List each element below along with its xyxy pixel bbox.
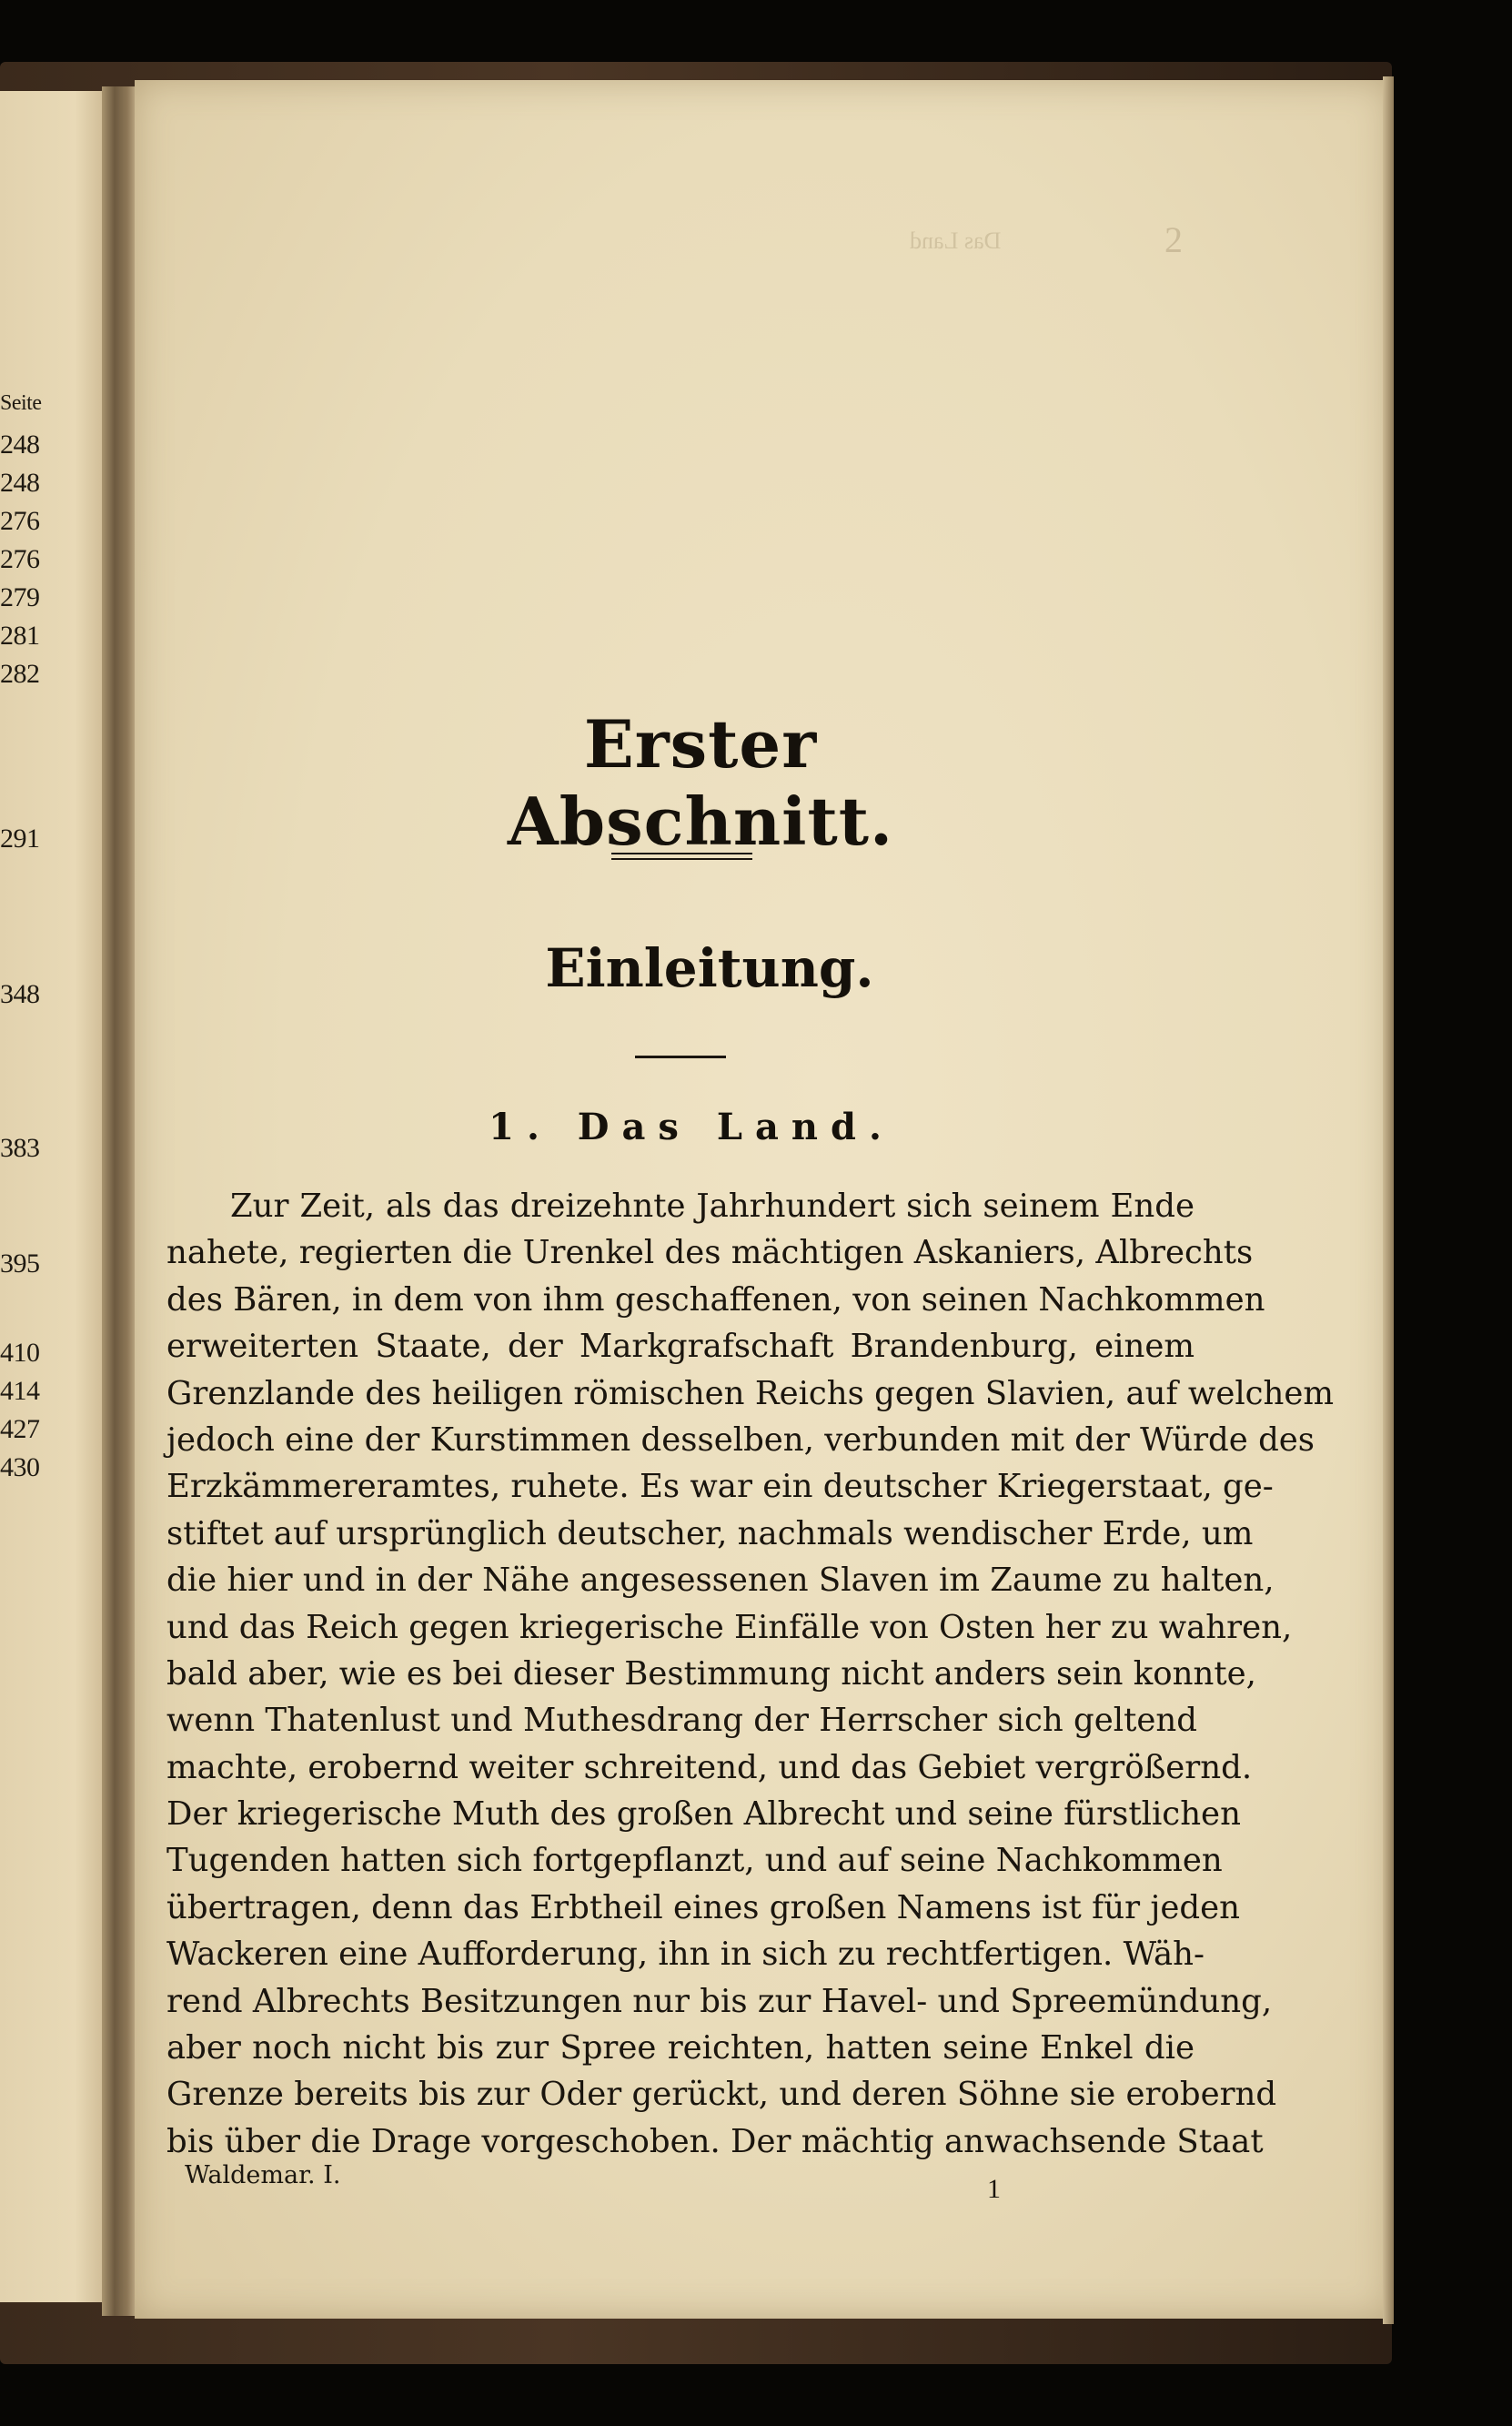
book-gutter — [102, 86, 138, 2316]
subtitle-rule — [635, 1056, 726, 1058]
body-line: wenn Thatenlust und Muthesdrang der Herrscher sich geltend — [166, 1702, 1197, 1740]
body-line: bis über die Drage vorgeschoben. Der mächtig anwachsende Staat — [166, 2122, 1264, 2160]
body-line: Grenzlande des heiligen römischen Reichs gegen Slavien, auf welchem — [166, 1374, 1335, 1412]
left-page-number: 248 — [0, 430, 40, 460]
left-page-number: 414 — [0, 1376, 40, 1406]
left-page-number: 348 — [0, 979, 40, 1009]
body-line: Tugenden hatten sich fortgepflanzt, und auf seine Nachkommen — [166, 1842, 1223, 1880]
left-page-header: Seite — [0, 391, 42, 415]
left-page-number: 427 — [0, 1414, 40, 1444]
footer-sheet-number: 1 — [987, 2174, 1001, 2204]
left-page-number: 276 — [0, 544, 40, 574]
body-line: aber noch nicht bis zur Spree reichten, hatten seine Enkel die — [166, 2029, 1194, 2067]
left-page-number: 395 — [0, 1248, 40, 1279]
left-page-number: 279 — [0, 582, 40, 612]
section-title: Erster Abschnitt. — [507, 705, 894, 860]
left-page-number: 276 — [0, 506, 40, 536]
bleed-through-running-head: Das Land — [910, 227, 1002, 254]
body-line: nahete, regierten die Urenkel des mächtigen Askaniers, Albrechts — [166, 1234, 1254, 1272]
left-page — [0, 91, 107, 2302]
body-line: Grenze bereits bis zur Oder gerückt, und deren Söhne sie erobernd — [166, 2076, 1277, 2114]
bleed-through-page-number: 2 — [1164, 219, 1183, 260]
body-line: Wackeren eine Aufforderung, ihn in sich zu rechtfertigen. Wäh- — [166, 1936, 1205, 1974]
body-line: bald aber, wie es bei dieser Bestimmung nicht anders sein konnte, — [166, 1654, 1256, 1693]
chapter-heading: 1. Das Land. — [489, 1106, 894, 1148]
body-line: rend Albrechts Besitzungen nur bis zur Havel- und Spreemündung, — [166, 1982, 1273, 2020]
left-page-number: 248 — [0, 468, 40, 498]
title-rule — [611, 853, 752, 860]
body-line: die hier und in der Nähe angesessenen Slaven im Zaume zu halten, — [166, 1562, 1275, 1600]
body-line: Der kriegerische Muth des großen Albrecht und seine fürstlichen — [166, 1795, 1241, 1834]
subtitle: Einleitung. — [545, 937, 874, 999]
body-line: und das Reich gegen kriegerische Einfälle von Osten her zu wahren, — [166, 1608, 1293, 1646]
body-line: machte, erobernd weiter schreitend, und das Gebiet vergrößernd. — [166, 1748, 1253, 1786]
left-page-number: 430 — [0, 1452, 40, 1482]
left-page-number: 281 — [0, 621, 40, 651]
left-page-number: 410 — [0, 1338, 40, 1368]
footer-signature: Waldemar. I. — [185, 2161, 341, 2189]
body-line: stiftet auf ursprünglich deutscher, nachmals wendischer Erde, um — [166, 1514, 1254, 1552]
page-edge — [1383, 76, 1394, 2324]
body-line: Erzkämmereramtes, ruhete. Es war ein deutscher Kriegerstaat, ge- — [166, 1468, 1274, 1506]
left-page-number: 383 — [0, 1133, 40, 1163]
body-line: jedoch eine der Kurstimmen desselben, verbunden mit der Würde des — [166, 1420, 1315, 1459]
body-text — [166, 1183, 1335, 2165]
body-line: erweiterten Staate, der Markgrafschaft Brandenburg, einem — [166, 1328, 1194, 1366]
left-page-number: 282 — [0, 659, 40, 689]
body-line: übertragen, denn das Erbtheil eines großen Namens ist für jeden — [166, 1888, 1240, 1926]
body-line: des Bären, in dem von ihm geschaffenen, von seinen Nachkommen — [166, 1280, 1265, 1319]
body-line: Zur Zeit, als das dreizehnte Jahrhundert sich seinem Ende — [230, 1188, 1194, 1225]
left-page-number: 291 — [0, 824, 40, 854]
